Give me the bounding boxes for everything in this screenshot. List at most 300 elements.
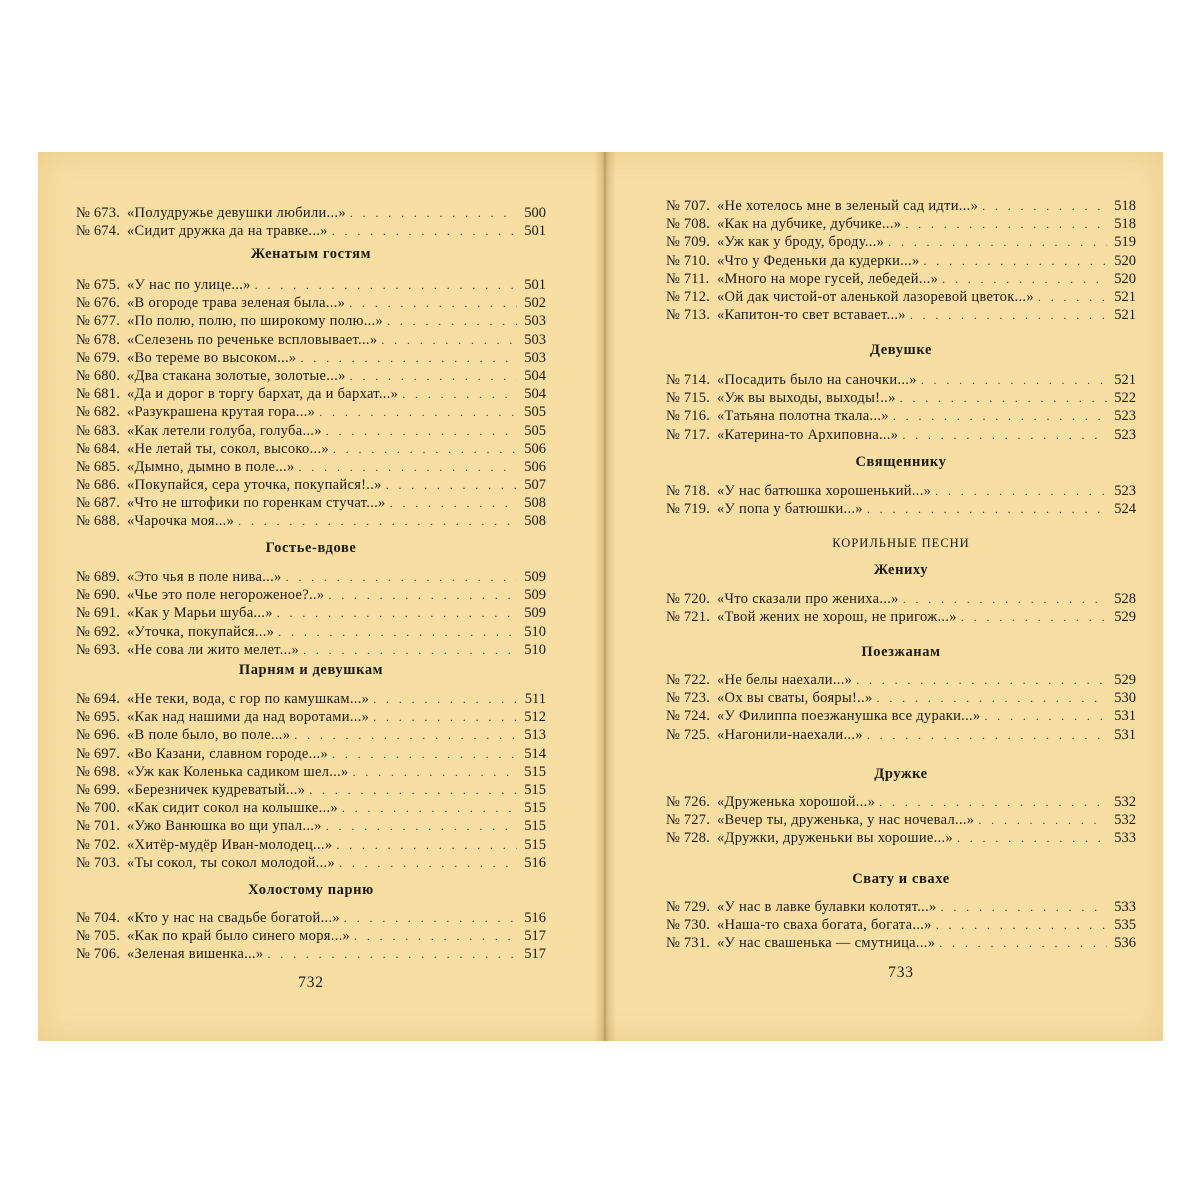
toc-entry [666, 252, 1136, 270]
toc-entry [76, 422, 546, 440]
entry-title: «Не летай ты, сокол, высоко...» [127, 440, 329, 457]
entry-title: «В поле было, во поле...» [127, 727, 291, 744]
part-heading: КОРИЛЬНЫЕ ПЕСНИ [832, 536, 970, 550]
entry-number: № 676. [76, 295, 121, 312]
page-number: 732 [298, 974, 324, 991]
entry-number: № 722. [666, 672, 711, 688]
entry-page: 535 [1114, 917, 1136, 934]
entry-title: «В огороде трава зеленая была...» [127, 295, 346, 312]
entry-title: «Много на море гусей, лебедей...» [717, 270, 939, 287]
entry-page: 505 [524, 404, 546, 421]
entry-title: «Сидит дружка да на травке...» [127, 223, 328, 240]
entry-page: 503 [524, 313, 546, 330]
entry-page: 519 [1114, 234, 1136, 251]
toc-group [666, 671, 1136, 744]
entry-page: 523 [1114, 483, 1136, 499]
toc-entry [666, 671, 1136, 689]
entry-title: «Уж как Коленька садиком шел...» [127, 763, 349, 780]
toc-entry [666, 916, 1136, 934]
left-page [76, 152, 546, 1041]
dot-leader [350, 204, 517, 222]
entry-title: «Наша-то сваха богата, богата...» [717, 917, 932, 934]
entry-page: 532 [1114, 812, 1136, 829]
entry-page: 521 [1114, 288, 1136, 305]
dot-leader [278, 623, 517, 641]
entry-number: № 704. [76, 910, 121, 926]
entry-title: «Зеленая вишенка...» [127, 946, 264, 963]
entry-number: № 725. [666, 726, 711, 743]
entry-number: № 719. [666, 501, 711, 518]
entry-number: № 674. [76, 223, 121, 240]
entry-number: № 705. [76, 928, 121, 945]
toc-entry [76, 458, 546, 476]
entry-title: «Что сказали про жениха...» [717, 591, 899, 607]
entry-number: № 691. [76, 605, 121, 622]
entry-number: № 710. [666, 252, 711, 269]
dot-leader [300, 349, 517, 367]
toc-entry [76, 367, 546, 385]
entry-page: 531 [1114, 708, 1136, 725]
toc-entry [666, 426, 1136, 444]
entry-number: № 711. [666, 270, 710, 287]
toc-entry [76, 836, 546, 854]
entry-page: 536 [1114, 935, 1136, 952]
entry-title: «Капитон-то свет вставает...» [717, 307, 906, 324]
entry-page: 515 [524, 781, 546, 798]
entry-page: 513 [524, 727, 546, 744]
dot-leader [982, 197, 1107, 215]
toc-group [76, 276, 546, 531]
entry-title: «Вечер ты, друженька, у нас ночевал...» [717, 812, 975, 829]
dot-leader [309, 781, 517, 799]
toc-entry [76, 763, 546, 781]
dot-leader [390, 494, 517, 512]
toc-entry [76, 331, 546, 349]
entry-page: 523 [1114, 426, 1136, 443]
dot-leader [353, 763, 517, 781]
dot-leader [893, 407, 1107, 425]
section-heading: Парням и девушкам [238, 662, 384, 678]
toc-entry [666, 811, 1136, 829]
entry-number: № 694. [76, 691, 121, 707]
toc-entry [76, 568, 546, 586]
entry-number: № 673. [76, 205, 121, 221]
entry-number: № 728. [666, 830, 711, 847]
entry-page: 509 [524, 569, 546, 585]
entry-page: 532 [1114, 794, 1136, 810]
book-spread [38, 152, 1163, 1041]
dot-leader [905, 215, 1107, 233]
dot-leader [267, 945, 517, 963]
section-heading: Холостому парню [248, 882, 374, 898]
entry-page: 504 [524, 367, 546, 384]
entry-title: «Не сова ли жито мелет...» [127, 641, 300, 658]
entry-page: 528 [1114, 591, 1136, 607]
entry-page: 508 [524, 513, 546, 530]
dot-leader [921, 371, 1107, 389]
dot-leader [941, 898, 1107, 916]
dot-leader [328, 586, 517, 604]
entry-title: «Не белы наехали...» [717, 672, 853, 688]
entry-page: 520 [1114, 252, 1136, 269]
entry-number: № 720. [666, 591, 711, 607]
toc-entry [76, 403, 546, 421]
toc-group [666, 793, 1136, 848]
entry-number: № 684. [76, 440, 121, 457]
entry-title: «Чье это поле негороженое?..» [127, 587, 325, 604]
entry-page: 504 [524, 386, 546, 403]
entry-title: «Селезень по реченьке вспловывает...» [127, 331, 378, 348]
book-gutter [594, 152, 616, 1041]
dot-leader [879, 793, 1107, 811]
toc-entry [666, 500, 1136, 518]
dot-leader [900, 389, 1107, 407]
entry-number: № 695. [76, 709, 121, 726]
entry-number: № 712. [666, 288, 711, 305]
entry-number: № 687. [76, 495, 121, 512]
toc-entry [76, 204, 546, 222]
dot-leader [1038, 288, 1107, 306]
entry-page: 515 [524, 836, 546, 853]
entry-page: 517 [524, 946, 546, 963]
dot-leader [902, 426, 1107, 444]
entry-title: «Во Казани, славном городе...» [127, 745, 328, 762]
entry-number: № 690. [76, 587, 121, 604]
entry-title: «Это чья в поле нива...» [127, 569, 282, 585]
entry-title: «У Филиппа поезжанушка все дураки...» [717, 708, 981, 725]
entry-page: 506 [524, 440, 546, 457]
dot-leader [888, 233, 1107, 251]
entry-page: 507 [524, 477, 546, 494]
entry-number: № 682. [76, 404, 121, 421]
entry-title: «Как над нашими да над воротами...» [127, 709, 370, 726]
toc-entry [76, 745, 546, 763]
entry-page: 529 [1114, 609, 1136, 626]
toc-entry [76, 909, 546, 927]
entry-title: «Полудружье девушки любили...» [127, 205, 346, 221]
dot-leader [332, 222, 517, 240]
entry-title: «Кто у нас на свадьбе богатой...» [127, 910, 340, 926]
entry-title: «Два стакана золотые, золотые...» [127, 367, 346, 384]
entry-page: 515 [524, 800, 546, 817]
toc-entry [666, 590, 1136, 608]
entry-page: 516 [524, 910, 546, 926]
entry-number: № 708. [666, 216, 711, 233]
entry-title: «Ох вы сваты, бояры!..» [717, 690, 873, 707]
dot-leader [294, 726, 517, 744]
dot-leader [238, 512, 517, 530]
toc-entry [76, 854, 546, 872]
entry-title: «У нас в лавке булавки колотят...» [717, 899, 937, 915]
toc-group [666, 371, 1136, 444]
dot-leader [936, 916, 1107, 934]
entry-title: «Как у Марьи шуба...» [127, 605, 273, 622]
toc-group [666, 197, 1136, 324]
entry-title: «Уж вы выходы, выходы!..» [717, 390, 896, 407]
toc-entry [76, 586, 546, 604]
entry-number: № 693. [76, 641, 121, 658]
entry-title: «Что у Феденьки да кудерки...» [717, 252, 920, 269]
toc-entry [76, 222, 546, 240]
toc-entry [76, 604, 546, 622]
toc-entry [666, 371, 1136, 389]
toc-entry [76, 690, 546, 708]
dot-leader [332, 745, 517, 763]
toc-entry [666, 707, 1136, 725]
entry-title: «Во тереме во высоком...» [127, 349, 297, 366]
entry-title: «Да и дорог в торгу бархат, да и бархат...» [127, 386, 399, 403]
entry-page: 506 [524, 458, 546, 475]
entry-number: № 700. [76, 800, 121, 817]
toc-entry [666, 288, 1136, 306]
entry-number: № 688. [76, 513, 121, 530]
entry-page: 515 [524, 763, 546, 780]
entry-title: «Татьяна полотна ткала...» [717, 408, 889, 425]
entry-number: № 731. [666, 935, 711, 952]
entry-title: «Как летели голуба, голуба...» [127, 422, 322, 439]
section-heading: Свату и свахе [852, 871, 950, 887]
entry-page: 505 [524, 422, 546, 439]
dot-leader [286, 568, 517, 586]
dot-leader [373, 690, 517, 708]
dot-leader [386, 476, 517, 494]
toc-entry [666, 215, 1136, 233]
dot-leader [326, 817, 517, 835]
entry-page: 503 [524, 331, 546, 348]
toc-group [76, 568, 546, 659]
dot-leader [985, 707, 1108, 725]
entry-page: 509 [524, 587, 546, 604]
entry-page: 517 [524, 928, 546, 945]
entry-number: № 727. [666, 812, 711, 829]
entry-page: 530 [1114, 690, 1136, 707]
dot-leader [910, 306, 1107, 324]
toc-entry [666, 726, 1136, 744]
entry-number: № 699. [76, 781, 121, 798]
entry-page: 533 [1114, 899, 1136, 915]
entry-title: «У нас свашенька — смутница...» [717, 935, 936, 952]
entry-number: № 683. [76, 422, 121, 439]
entry-number: № 679. [76, 349, 121, 366]
section-heading: Гостье-вдове [265, 540, 357, 556]
entry-number: № 703. [76, 854, 121, 871]
dot-leader [333, 440, 517, 458]
toc-entry [76, 276, 546, 294]
toc-entry [76, 623, 546, 641]
dot-leader [856, 671, 1107, 689]
entry-title: «Чарочка моя...» [127, 513, 235, 530]
toc-entry [76, 927, 546, 945]
toc-entry [76, 726, 546, 744]
toc-entry [76, 817, 546, 835]
entry-title: «Посадить было на саночки...» [717, 372, 917, 388]
entry-title: «Что не штофики по горенкам стучат...» [127, 495, 386, 512]
dot-leader [277, 604, 517, 622]
entry-page: 509 [524, 605, 546, 622]
entry-number: № 696. [76, 727, 121, 744]
dot-leader [326, 422, 517, 440]
entry-page: 521 [1114, 307, 1136, 324]
entry-title: «Ужо Ванюшка во щи упал...» [127, 818, 322, 835]
entry-number: № 702. [76, 836, 121, 853]
entry-number: № 681. [76, 386, 121, 403]
toc-group [666, 590, 1136, 626]
toc-entry [76, 781, 546, 799]
entry-title: «Уж как у броду, броду...» [717, 234, 885, 251]
dot-leader [961, 608, 1107, 626]
entry-page: 508 [524, 495, 546, 512]
entry-page: 501 [524, 223, 546, 240]
entry-page: 503 [524, 349, 546, 366]
entry-number: № 707. [666, 198, 711, 214]
entry-page: 501 [524, 277, 546, 293]
toc-entry [76, 945, 546, 963]
toc-entry [76, 349, 546, 367]
entry-number: № 730. [666, 917, 711, 934]
entry-title: «У нас по улице...» [127, 277, 251, 293]
entry-number: № 686. [76, 477, 121, 494]
entry-page: 529 [1114, 672, 1136, 688]
section-heading: Девушке [869, 342, 933, 358]
dot-leader [373, 708, 517, 726]
dot-leader [344, 909, 517, 927]
toc-entry [666, 306, 1136, 324]
entry-page: 531 [1114, 726, 1136, 743]
entry-page: 522 [1114, 390, 1136, 407]
toc-group [76, 690, 546, 872]
toc-entry [76, 440, 546, 458]
entry-title: «Уточка, покупайся...» [127, 623, 275, 640]
entry-number: № 716. [666, 408, 711, 425]
entry-page: 502 [524, 295, 546, 312]
entry-page: 514 [524, 745, 546, 762]
dot-leader [939, 934, 1107, 952]
toc-entry [666, 407, 1136, 425]
entry-title: «Ой дак чистой-от аленькой лазоревой цветок...» [717, 288, 1034, 305]
entry-title: «Не теки, вода, с гор по камушкам...» [127, 691, 370, 707]
entry-page: 516 [524, 854, 546, 871]
entry-number: № 692. [76, 623, 121, 640]
section-heading: Жениху [873, 562, 929, 578]
dot-leader [402, 385, 517, 403]
entry-title: «Дружки, друженьки вы хорошие...» [717, 830, 953, 847]
entry-number: № 726. [666, 794, 711, 810]
page-number: 733 [888, 964, 914, 981]
entry-number: № 680. [76, 367, 121, 384]
entry-page: 515 [524, 818, 546, 835]
dot-leader [350, 367, 517, 385]
entry-number: № 701. [76, 818, 121, 835]
entry-number: № 713. [666, 307, 711, 324]
entry-number: № 714. [666, 372, 711, 388]
entry-number: № 724. [666, 708, 711, 725]
entry-title: «У нас батюшка хорошенький...» [717, 483, 932, 499]
entry-title: «Как по край было синего моря...» [127, 928, 351, 945]
dot-leader [255, 276, 517, 294]
toc-group [666, 482, 1136, 518]
toc-group [76, 909, 546, 964]
entry-number: № 698. [76, 763, 121, 780]
entry-page: 524 [1114, 501, 1136, 518]
entry-page: 520 [1114, 270, 1136, 287]
entry-number: № 709. [666, 234, 711, 251]
dot-leader [299, 458, 517, 476]
toc-entry [666, 270, 1136, 288]
entry-page: 510 [524, 623, 546, 640]
entry-title: «Хитёр-мудёр Иван-молодец...» [127, 836, 333, 853]
entry-title: «Твой жених не хорош, не пригож...» [717, 609, 957, 626]
dot-leader [381, 331, 517, 349]
toc-entry [666, 829, 1136, 847]
entry-title: «Березничек кудреватый...» [127, 781, 306, 798]
entry-page: 523 [1114, 408, 1136, 425]
entry-number: № 697. [76, 745, 121, 762]
dot-leader [342, 799, 517, 817]
dot-leader [867, 500, 1107, 518]
toc-entry [666, 197, 1136, 215]
toc-entry [76, 641, 546, 659]
entry-title: «Ты сокол, ты сокол молодой...» [127, 854, 336, 871]
toc-entry [666, 934, 1136, 952]
entry-page: 512 [524, 709, 546, 726]
dot-leader [354, 927, 517, 945]
entry-page: 510 [524, 641, 546, 658]
entry-title: «У попа у батюшки...» [717, 501, 863, 518]
entry-title: «Как на дубчике, дубчике...» [717, 216, 902, 233]
entry-page: 500 [524, 205, 546, 221]
entry-number: № 721. [666, 609, 711, 626]
dot-leader [957, 829, 1107, 847]
entry-number: № 689. [76, 569, 121, 585]
dot-leader [336, 836, 517, 854]
toc-entry [76, 385, 546, 403]
section-heading: Священнику [855, 454, 947, 470]
toc-entry [76, 294, 546, 312]
dot-leader [387, 312, 517, 330]
dot-leader [978, 811, 1107, 829]
dot-leader [303, 641, 517, 659]
entry-number: № 717. [666, 426, 711, 443]
toc-group [76, 204, 546, 240]
entry-number: № 729. [666, 899, 711, 915]
entry-title: «Катерина-то Архиповна...» [717, 426, 899, 443]
toc-group [666, 898, 1136, 953]
dot-leader [942, 270, 1107, 288]
entry-title: «Дымно, дымно в поле...» [127, 458, 295, 475]
toc-entry [76, 476, 546, 494]
entry-number: № 678. [76, 331, 121, 348]
right-page [666, 152, 1136, 1041]
entry-title: «По полю, полю, по широкому полю...» [127, 313, 384, 330]
entry-title: «Не хотелось мне в зеленый сад идти...» [717, 198, 979, 214]
toc-entry [666, 793, 1136, 811]
dot-leader [867, 726, 1107, 744]
dot-leader [903, 590, 1107, 608]
entry-number: № 675. [76, 277, 121, 293]
entry-page: 533 [1114, 830, 1136, 847]
toc-entry [76, 799, 546, 817]
dot-leader [339, 854, 517, 872]
entry-number: № 718. [666, 483, 711, 499]
dot-leader [924, 252, 1108, 270]
section-heading: Женатым гостям [250, 246, 372, 262]
entry-page: 518 [1114, 198, 1136, 214]
dot-leader [349, 294, 517, 312]
toc-entry [76, 708, 546, 726]
entry-title: «Друженька хорошой...» [717, 794, 876, 810]
entry-number: № 677. [76, 313, 121, 330]
entry-title: «Покупайся, сера уточка, покупайся!..» [127, 477, 382, 494]
